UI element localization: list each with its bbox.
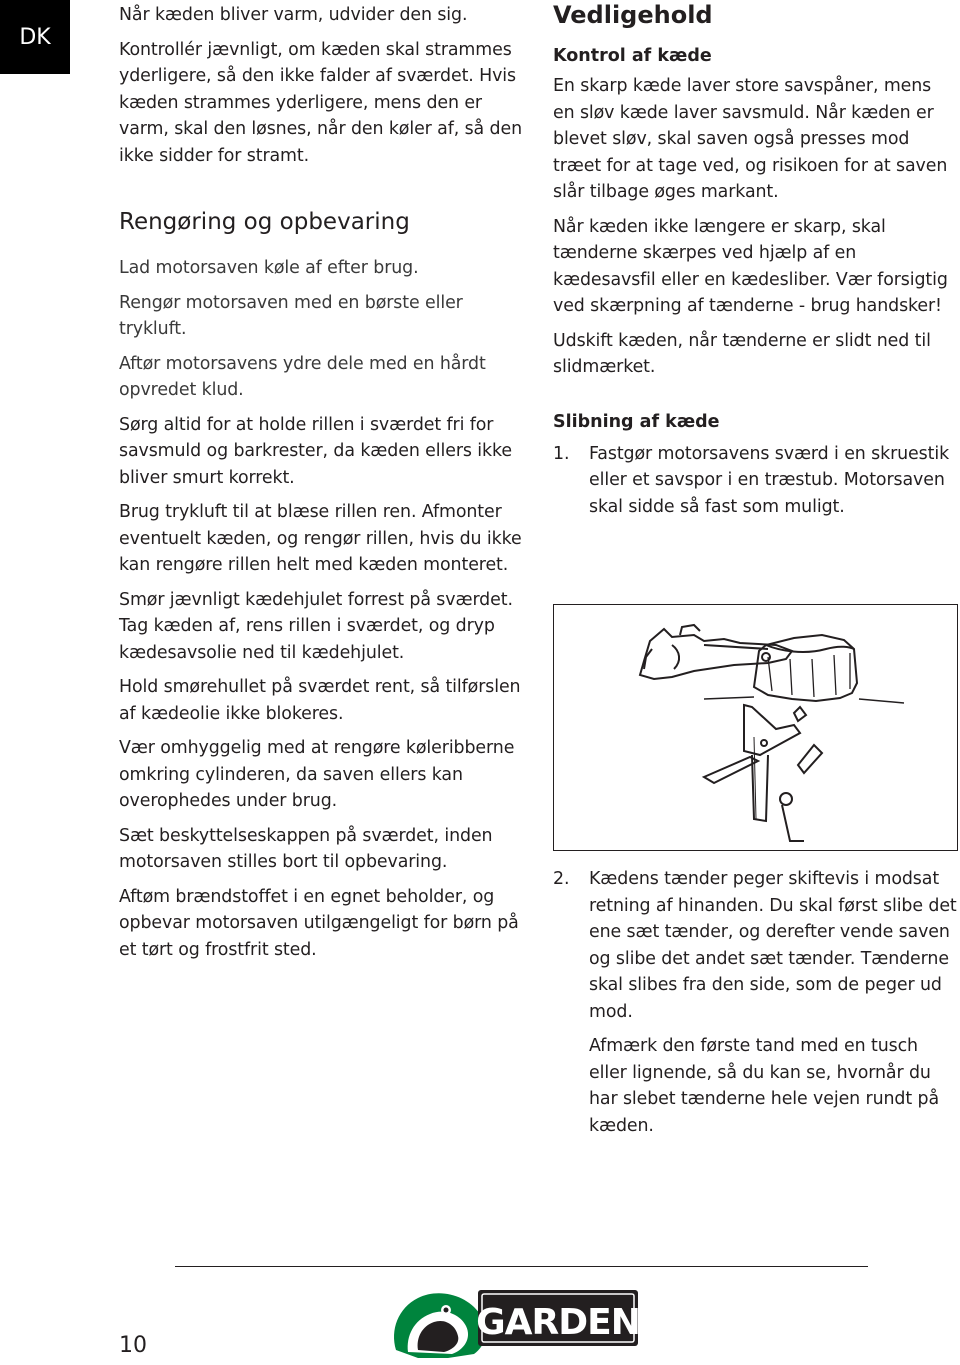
paragraph: Aftøm brændstoffet i en egnet beholder, og opbevar motorsaven utilgængeligt for børn på et tørt og frostfrit sted.	[119, 886, 519, 960]
paragraph: Når kæden ikke længere er skarp, skal tænderne skærpes ved hjælp af en kædesavsfil eller en kædesliber. Vær forsigtig ved skærpning af tænderne - brug handsker!	[553, 216, 948, 316]
sharpening-illustration	[553, 604, 958, 851]
footer-divider	[175, 1266, 868, 1267]
subheading-chain-check: Kontrol af kæde	[553, 46, 712, 66]
paragraph: Når kæden bliver varm, udvider den sig.	[119, 5, 468, 25]
list-number: 1.	[553, 443, 570, 464]
paragraph: Smør jævnligt kædehjulet forrest på sværdet. Tag kæden af, rens rillen i sværdet, og dryp kædesavsolie ned til kædehjulet.	[119, 589, 513, 663]
list-number: 2.	[553, 869, 570, 889]
list-text: Fastgør motorsavens sværd i en skruestik eller et savspor i en træstub. Motorsaven skal sidde så fast som muligt.	[589, 443, 950, 517]
paragraph: Hold smørehullet på sværdet rent, så tilførslen af kædeolie ikke blokeres.	[119, 677, 521, 724]
language-tab	[0, 0, 70, 74]
paragraph: Aftør motorsavens ydre dele med en hårdt opvredet klud.	[119, 353, 486, 400]
right-column	[553, 0, 958, 520]
logo-wordmark: GARDEN	[476, 1302, 640, 1343]
subheading-chain-sharpening: Slibning af kæde	[553, 411, 720, 432]
paragraph: Sæt beskyttelseskappen på sværdet, inden motorsaven stilles bort til opbevaring.	[119, 825, 493, 872]
section-heading-cleaning: Rengøring og opbevaring	[119, 209, 410, 235]
garden-logo-icon	[388, 1280, 640, 1360]
list-item	[553, 866, 958, 1025]
right-column-continued	[553, 866, 958, 1139]
list-text: Kædens tænder peger skiftevis i modsat retning af hinanden. Du skal først slibe det ene sæt tænder, og derefter vende saven og slibe det andet sæt tænder. Tænderne skal slibes fra den side, som de peger ud mod.	[589, 869, 957, 1022]
paragraph: Brug trykluft til at blæse rillen ren. Afmonter eventuelt kæden, og rengør rillen, hvis du ikke kan rengøre rillen helt med kæden monteret.	[119, 502, 522, 575]
section-heading-maintenance: Vedligehold	[553, 1, 713, 29]
language-code: DK	[19, 24, 51, 50]
left-column	[119, 0, 534, 963]
paragraph: Sørg altid for at holde rillen i sværdet fri for savsmuld og barkrester, da kæden ellers ikke bliver smurt korrekt.	[119, 414, 512, 488]
chainsaw-illustration-icon	[554, 605, 956, 849]
page-number: 10	[119, 1333, 147, 1358]
paragraph: Afmærk den første tand med en tusch eller lignende, så du kan se, hvornår du har slebet tænderne hele vejen rundt på kæden.	[589, 1036, 940, 1136]
paragraph: Rengør motorsaven med en børste eller trykluft.	[119, 292, 463, 339]
garden-logo	[388, 1280, 640, 1360]
paragraph: Udskift kæden, når tænderne er slidt ned til slidmærket.	[553, 330, 931, 377]
paragraph: Vær omhyggelig med at rengøre køleribberne omkring cylinderen, da saven ellers kan overophedes under brug.	[119, 738, 515, 811]
paragraph: Lad motorsaven køle af efter brug.	[119, 258, 419, 278]
paragraph: Kontrollér jævnligt, om kæden skal strammes yderligere, så den ikke falder af sværdet. Hvis kæden strammes yderligere, mens den er varm, skal den løsnes, når den køler af, så den ikke sidder for stramt.	[119, 39, 522, 166]
paragraph: En skarp kæde laver store savspåner, mens en sløv kæde laver savsmuld. Når kæden er blevet sløv, skal saven også presses mod træet for at tage ved, og risikoen for at saven slår tilbage øges markant.	[553, 76, 948, 202]
list-item	[553, 441, 958, 521]
